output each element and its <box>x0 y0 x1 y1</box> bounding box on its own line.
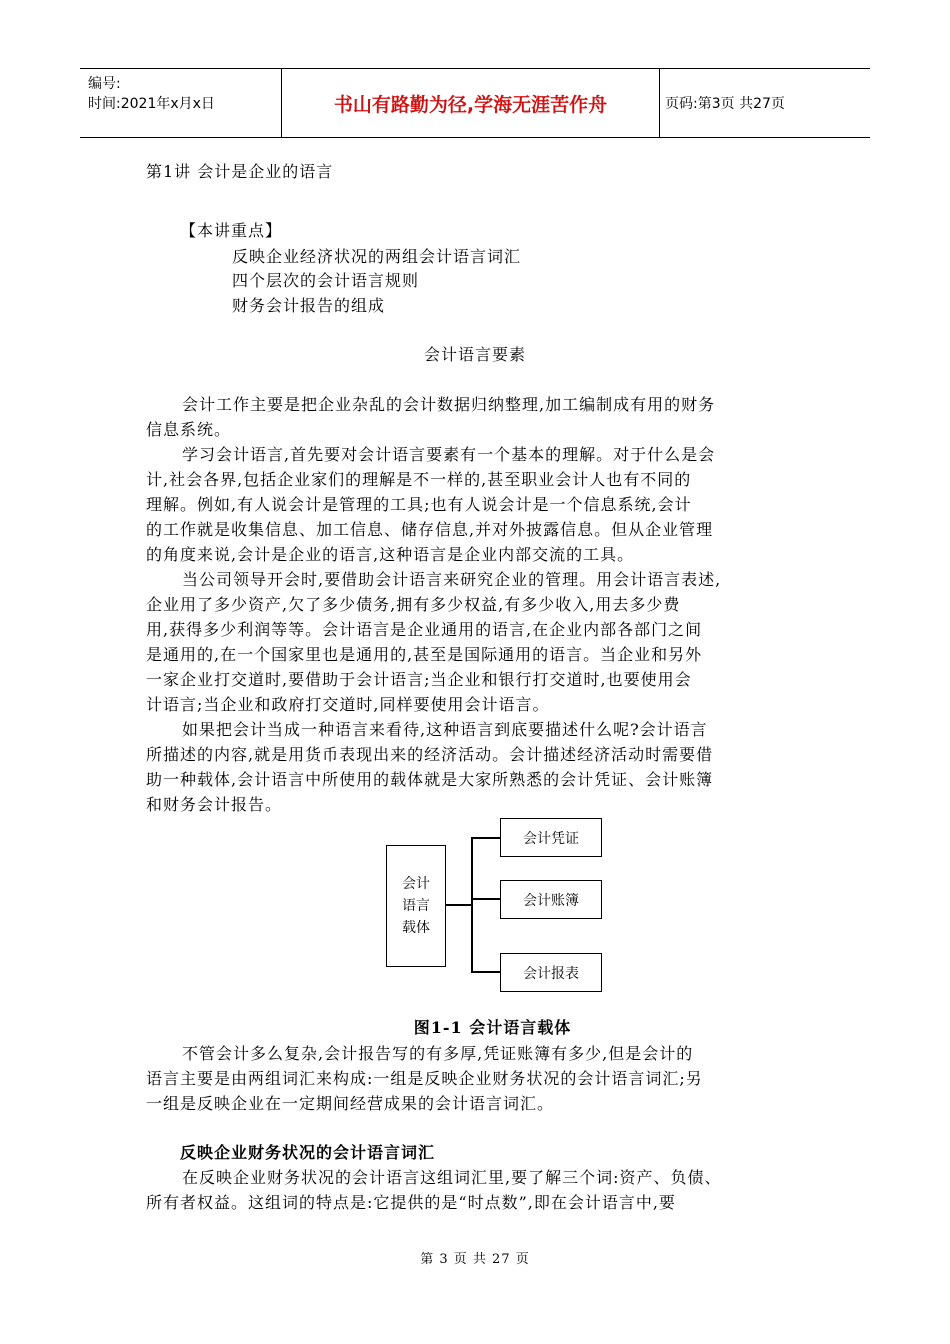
diagram-branch-box: 会计报表 <box>500 953 602 992</box>
page-footer: 第 3 页 共 27 页 <box>420 1252 530 1267</box>
key-points-heading: 【本讲重点】 <box>180 221 283 240</box>
paragraph-line: 所描述的内容,就是用货币表现出来的经济活动。会计描述经济活动时需要借 <box>146 745 714 764</box>
diagram-branch-box: 会计凭证 <box>500 818 602 857</box>
figure-caption: 图1-1 会计语言载体 <box>413 1018 572 1037</box>
paragraph-line: 一家企业打交道时,要借助于会计语言;当企业和银行打交道时,也要使用会 <box>146 670 692 689</box>
diagram-root-line: 会计 <box>402 876 430 892</box>
paragraph-line: 的角度来说,会计是企业的语言,这种语言是企业内部交流的工具。 <box>146 545 635 564</box>
connector-line <box>471 971 500 973</box>
page-header <box>80 68 870 138</box>
key-point-item: 反映企业经济状况的两组会计语言词汇 <box>232 247 522 266</box>
diagram-root-box <box>386 845 446 967</box>
connector-line <box>471 837 500 839</box>
connector-line <box>471 898 500 900</box>
paragraph-line: 是通用的,在一个国家里也是通用的,甚至是国际通用的语言。当企业和另外 <box>146 645 703 664</box>
key-point-item: 财务会计报告的组成 <box>232 296 386 315</box>
key-point-item: 四个层次的会计语言规则 <box>232 271 420 290</box>
connector-line <box>471 837 473 972</box>
paragraph-line: 计,社会各界,包括企业家们的理解是不一样的,甚至职业会计人也有不同的 <box>146 470 692 489</box>
header-meta <box>80 69 280 137</box>
section-title: 会计语言要素 <box>423 345 526 364</box>
paragraph-line: 一组是反映企业在一定期间经营成果的会计语言词汇。 <box>146 1094 555 1113</box>
paragraph-line: 和财务会计报告。 <box>146 795 283 814</box>
diagram-root-line: 载体 <box>402 920 430 936</box>
diagram-branch-box: 会计账簿 <box>500 880 602 919</box>
paragraph-line: 学习会计语言,首先要对会计语言要素有一个基本的理解。对于什么是会 <box>182 445 716 464</box>
diagram-root-line: 语言 <box>402 898 430 914</box>
paragraph-line: 不管会计多么复杂,会计报告写的有多厚,凭证账簿有多少,但是会计的 <box>182 1044 694 1063</box>
paragraph-line: 如果把会计当成一种语言来看待,这种语言到底要描述什么呢?会计语言 <box>182 720 708 739</box>
connector-line <box>446 904 472 906</box>
paragraph-line: 信息系统。 <box>146 420 232 439</box>
header-motto: 书山有路勤为径,学海无涯苦作舟 <box>281 69 660 137</box>
paragraph-line: 企业用了多少资产,欠了多少债务,拥有多少权益,有多少收入,用去多少费 <box>146 595 681 614</box>
subsection-title: 反映企业财务状况的会计语言词汇 <box>180 1143 436 1162</box>
lecture-title: 第1讲 会计是企业的语言 <box>146 162 334 181</box>
paragraph-line: 的工作就是收集信息、加工信息、储存信息,并对外披露信息。但从企业管理 <box>146 520 714 539</box>
header-page-info: 页码:第3页 共27页 <box>665 96 785 112</box>
date-label: 时间:2021年x月x日 <box>88 96 215 112</box>
paragraph-line: 当公司领导开会时,要借助会计语言来研究企业的管理。用会计语言表述, <box>182 570 722 589</box>
paragraph-line: 计语言;当企业和政府打交道时,同样要使用会计语言。 <box>146 695 550 714</box>
paragraph-line: 语言主要是由两组词汇来构成:一组是反映企业财务状况的会计语言词汇;另 <box>146 1069 703 1088</box>
paragraph-line: 会计工作主要是把企业杂乱的会计数据归纳整理,加工编制成有用的财务 <box>182 395 716 414</box>
paragraph-line: 所有者权益。这组词的特点是:它提供的是“时点数”,即在会计语言中,要 <box>146 1193 676 1212</box>
paragraph-line: 用,获得多少利润等等。会计语言是企业通用的语言,在企业内部各部门之间 <box>146 620 703 639</box>
number-label: 编号: <box>88 76 121 92</box>
paragraph-line: 在反映企业财务状况的会计语言这组词汇里,要了解三个词:资产、负债、 <box>182 1168 722 1187</box>
paragraph-line: 助一种载体,会计语言中所使用的载体就是大家所熟悉的会计凭证、会计账簿 <box>146 770 714 789</box>
paragraph-line: 理解。例如,有人说会计是管理的工具;也有人说会计是一个信息系统,会计 <box>146 495 692 514</box>
